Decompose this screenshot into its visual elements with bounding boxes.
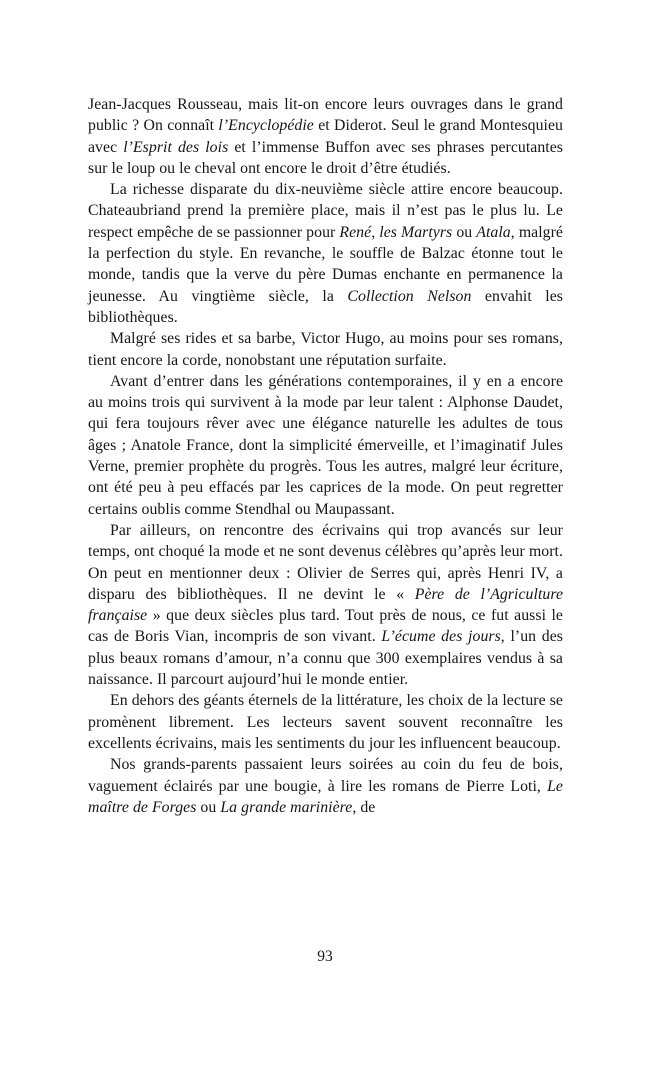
body-text: et l’immense Buffon avec ses phrases percutantes sur le loup ou le cheval ont encore le droit d’être étudiés. bbox=[88, 138, 564, 177]
paragraph bbox=[88, 179, 563, 328]
body-text: Avant d’entrer dans les générations contemporaines, il y en a encore au moins trois qui survivent à la mode par leur talent : Alphonse Daudet, qui fera toujours rêver avec une élégance naturelle les adultes de tous âges ; Anatole France, dont la simplicité émerveille, et l’imaginatif Jules Verne, premier prophète du progrès. Tous les autres, malgré leur écriture, ont été peu à peu effacés par les caprices de la mode. On peut regretter certains oublis comme Stendhal ou Maupassant. bbox=[88, 372, 563, 518]
body-text: La richesse disparate du dix-neuvième siècle attire encore beaucoup. Chateaubriand prend la première place, mais il n’est pas le plus lu. Le respect empêche de se passionner pour bbox=[88, 181, 563, 241]
body-text: , de bbox=[352, 798, 376, 816]
body-text: et Diderot. Seul le grand Montesquieu avec bbox=[88, 117, 563, 156]
body-text: » que deux siècles plus tard. Tout près de nous, ce fut aussi le cas de Boris Vian, incompris de son vivant. bbox=[88, 607, 563, 646]
italic-text: La grande marinière bbox=[220, 798, 353, 816]
body-text: Malgré ses rides et sa barbe, Victor Hugo, au moins pour ses romans, tient encore la corde, nonobstant une réputation surfaite. bbox=[88, 330, 563, 369]
paragraph bbox=[88, 94, 563, 179]
italic-text: Collection Nelson bbox=[347, 287, 472, 305]
body-text: , malgré la perfection du style. En revanche, le souffle de Balzac étonne tout le monde, tandis que la verve du père Dumas enchante en permanence la jeunesse. Au vingtième siècle, la bbox=[88, 223, 563, 305]
body-text: envahit les bibliothèques. bbox=[88, 287, 563, 326]
page-number: 93 bbox=[317, 948, 333, 965]
body-text: Par ailleurs, on rencontre des écrivains qui trop avancés sur leur temps, ont choqué la mode et ne sont devenus célèbres qu’après leur mort. On peut en mentionner deux : Olivier de Serres qui, après Henri IV, a disparu des bibliothèques. Il ne devint le « bbox=[88, 521, 563, 603]
paragraph bbox=[88, 328, 563, 371]
paragraph bbox=[88, 690, 563, 754]
paragraph bbox=[88, 754, 563, 818]
body-text: En dehors des géants éternels de la littérature, les choix de la lecture se promènent librement. Les lecteurs savent souvent reconnaître les excellents écrivains, mais les sentiments du jour les influencent beaucoup. bbox=[88, 692, 563, 752]
italic-text: Atala bbox=[476, 223, 511, 241]
italic-text: les Martyrs bbox=[379, 223, 453, 241]
italic-text: Le maître de Forges bbox=[88, 777, 563, 816]
body-text: Jean-Jacques Rousseau, mais lit-on encore leurs ouvrages dans le grand public ? On connaît bbox=[88, 96, 563, 135]
body-text: Nos grands-parents passaient leurs soirées au coin du feu de bois, vaguement éclairés par une bougie, à lire les romans de Pierre Loti, bbox=[88, 756, 563, 795]
body-text: ou bbox=[452, 223, 477, 241]
paragraph bbox=[88, 520, 563, 690]
page-text bbox=[88, 94, 563, 818]
italic-text: l’Encyclopédie bbox=[218, 117, 314, 135]
body-text: ou bbox=[196, 798, 221, 816]
italic-text: L’écume des jours bbox=[381, 628, 501, 646]
body-text: , l’un des plus beaux romans d’amour, n’a connu que 300 exemplaires vendus à sa naissance. Il parcourt aujourd’hui le monde entier. bbox=[88, 628, 563, 689]
body-text: , bbox=[371, 223, 380, 241]
italic-text: Père de l’Agriculture française bbox=[88, 585, 564, 625]
italic-text: René bbox=[339, 223, 372, 241]
paragraph bbox=[88, 371, 563, 520]
italic-text: l’Esprit des lois bbox=[123, 138, 229, 156]
